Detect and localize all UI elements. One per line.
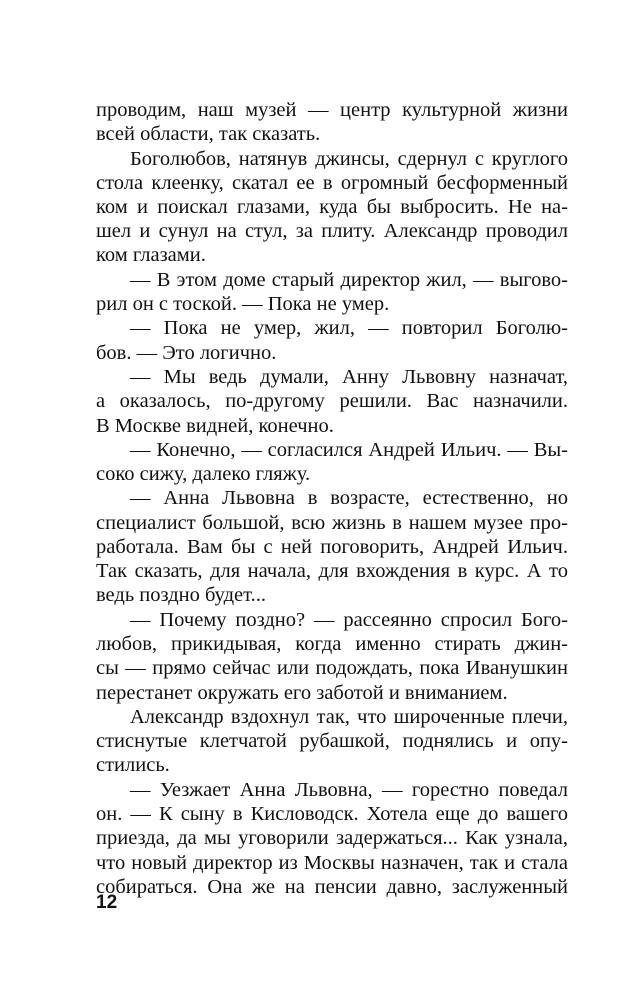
text-line: собираться. Она же на пенсии давно, заслуженный — [96, 876, 568, 898]
text-line: В Москве видней, конечно. — [96, 415, 334, 437]
text-line: а оказалось, по-другому решили. Вас назначили. — [96, 390, 568, 412]
text-line: Боголюбов, натянув джинсы, сдернул с круглого — [130, 148, 568, 170]
text-line: ведь поздно будет... — [96, 584, 266, 606]
text-line: бов. — Это логично. — [96, 342, 277, 364]
text-line: Александр вздохнул так, что широченные плечи, — [130, 706, 568, 728]
text-line: стола клеенку, скатал ее в огромный бесформенный — [96, 172, 568, 194]
text-line: Так сказать, для начала, для вхождения в курс. А то — [96, 560, 568, 582]
text-line: сы — прямо сейчас или подождать, пока Иванушкин — [96, 657, 568, 679]
text-line: специалист большой, всю жизнь в нашем музее про- — [96, 512, 568, 534]
text-line: любов, прикидывая, когда именно стирать джин- — [96, 633, 568, 655]
text-line: — Почему поздно? — рассеянно спросил Бого- — [130, 609, 568, 631]
text-line: — Уезжает Анна Львовна, — горестно поведал — [130, 779, 568, 801]
text-line: — Конечно, — согласился Андрей Ильич. — Вы- — [130, 439, 568, 461]
text-line: соко сижу, далеко гляжу. — [96, 463, 311, 485]
text-line: приезда, да мы уговорили задержаться... Как узнала, — [96, 827, 568, 849]
text-line: всей области, так сказать. — [96, 123, 321, 145]
text-line: стились. — [96, 754, 170, 776]
text-line: ком глазами. — [96, 244, 206, 266]
text-line: — В этом доме старый директор жил, — выгово- — [130, 269, 568, 291]
text-line: проводим, наш музей — центр культурной жизни — [96, 99, 568, 121]
text-line: он. — К сыну в Кисловодск. Хотела еще до вашего — [96, 803, 568, 825]
text-line: работала. Вам бы с ней поговорить, Андрей Ильич. — [96, 536, 568, 558]
text-line: ком и поискал глазами, куда бы выбросить. Не на- — [96, 196, 568, 218]
text-line: стиснутые клетчатой рубашкой, поднялись и опу- — [96, 730, 568, 752]
text-line: — Анна Львовна в возрасте, естественно, но — [130, 487, 568, 509]
text-line: — Пока не умер, жил, — повторил Боголю- — [130, 317, 568, 339]
text-line: перестанет окружать его заботой и вниманием. — [96, 682, 508, 704]
text-line: шел и сунул на стул, за плиту. Александр проводил — [96, 220, 568, 242]
text-line: рил он с тоской. — Пока не умер. — [96, 293, 390, 315]
page-number: 12 — [96, 892, 118, 913]
text-line: что новый директор из Москвы назначен, так и стала — [96, 852, 568, 874]
text-line: — Мы ведь думали, Анну Львовну назначат, — [130, 366, 568, 388]
